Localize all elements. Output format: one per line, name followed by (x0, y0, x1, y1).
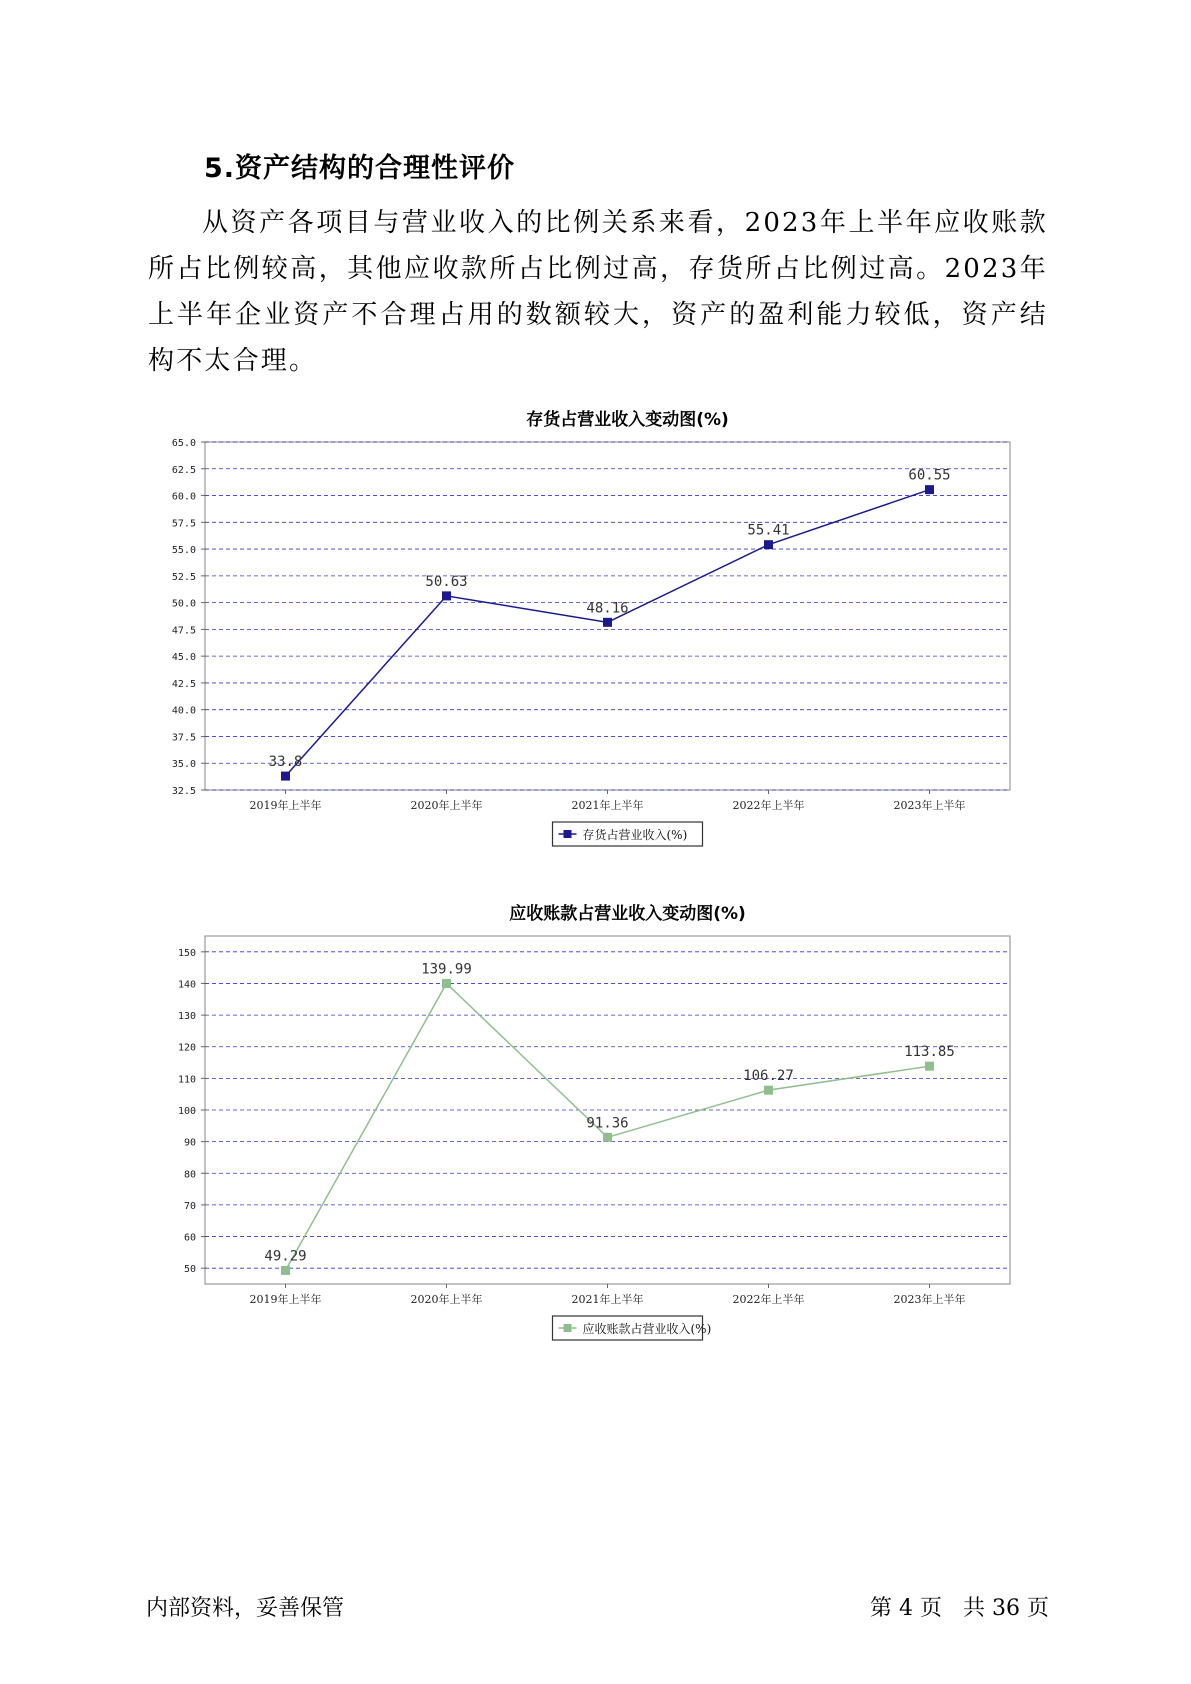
y-tick-label: 50 (183, 1264, 196, 1276)
data-point (925, 1062, 934, 1071)
x-tick-label: 2019年上半年 (249, 799, 322, 812)
x-tick-label: 2023年上半年 (893, 1293, 966, 1306)
y-tick-label: 60 (183, 1232, 196, 1244)
legend-label: 存货占营业收入(%) (582, 828, 688, 842)
data-point (764, 1086, 773, 1095)
chart-title: 应收账款占营业收入变动图(%) (509, 904, 746, 924)
y-tick-label: 80 (183, 1169, 196, 1181)
y-tick-label: 150 (177, 947, 196, 959)
y-tick-label: 35.0 (171, 759, 196, 771)
x-tick-label: 2022年上半年 (732, 1293, 805, 1306)
y-tick-label: 65.0 (171, 438, 196, 449)
legend-label: 应收账款占营业收入(%) (582, 1322, 712, 1336)
data-label: 48.16 (586, 600, 629, 617)
data-label: 106.27 (743, 1068, 794, 1085)
y-tick-label: 42.5 (171, 678, 196, 690)
y-tick-label: 40.0 (171, 705, 196, 717)
y-tick-label: 90 (183, 1137, 196, 1149)
y-tick-label: 47.5 (171, 625, 196, 637)
data-point (281, 772, 290, 781)
section-paragraph: 从资产各项目与营业收入的比例关系来看，2023年上半年应收账款所占比例较高，其他应收款所占比例过高，存货所占比例过高。2023年上半年企业资产不合理占用的数额较大，资产的盈利能力较低，资产结构不太合理。 (148, 208, 1048, 376)
footer-page-number: 第 4 页 共 36 页 (870, 1596, 1049, 1621)
y-tick-label: 70 (183, 1200, 196, 1212)
y-tick-label: 37.5 (171, 732, 196, 744)
y-tick-label: 62.5 (171, 464, 196, 476)
x-tick-label: 2019年上半年 (249, 1293, 322, 1306)
data-label: 60.55 (908, 467, 951, 484)
data-point (603, 1133, 612, 1142)
y-tick-label: 100 (177, 1106, 196, 1117)
y-tick-label: 57.5 (171, 518, 196, 530)
legend-marker (564, 1324, 572, 1332)
data-point (442, 591, 451, 600)
data-point (603, 618, 612, 627)
y-tick-label: 45.0 (171, 652, 196, 664)
y-tick-label: 52.5 (171, 571, 196, 583)
data-label: 49.29 (264, 1248, 307, 1265)
x-tick-label: 2020年上半年 (410, 799, 483, 812)
x-tick-label: 2023年上半年 (893, 799, 966, 812)
x-tick-label: 2022年上半年 (732, 799, 805, 812)
data-label: 33.8 (268, 754, 303, 771)
y-tick-label: 32.5 (171, 786, 196, 797)
data-label: 50.63 (425, 573, 468, 590)
footer-confidential: 内部资料，妥善保管 (146, 1596, 345, 1621)
data-point (281, 1266, 290, 1275)
y-tick-label: 110 (177, 1074, 196, 1086)
y-tick-label: 140 (177, 979, 196, 991)
data-label: 113.85 (904, 1044, 955, 1061)
section-heading: 5.资产结构的合理性评价 (204, 153, 516, 184)
y-tick-label: 120 (177, 1042, 196, 1054)
data-label: 91.36 (586, 1115, 629, 1132)
legend-marker (564, 830, 572, 838)
receivables-chart (150, 898, 1050, 1358)
data-point (925, 485, 934, 494)
receivables-chart-svg (150, 898, 1050, 1358)
x-tick-label: 2020年上半年 (410, 1293, 483, 1306)
x-tick-label: 2021年上半年 (571, 1293, 644, 1306)
y-tick-label: 60.0 (171, 491, 196, 503)
data-point (764, 540, 773, 549)
data-point (442, 979, 451, 988)
data-label: 139.99 (421, 961, 472, 978)
y-tick-label: 130 (177, 1011, 196, 1023)
inventory-chart (150, 404, 1050, 864)
y-tick-label: 50.0 (171, 598, 196, 610)
chart-title: 存货占营业收入变动图(%) (526, 410, 729, 430)
inventory-chart-svg (150, 404, 1050, 864)
data-label: 55.41 (747, 522, 790, 539)
x-tick-label: 2021年上半年 (571, 799, 644, 812)
y-tick-label: 55.0 (171, 545, 196, 557)
